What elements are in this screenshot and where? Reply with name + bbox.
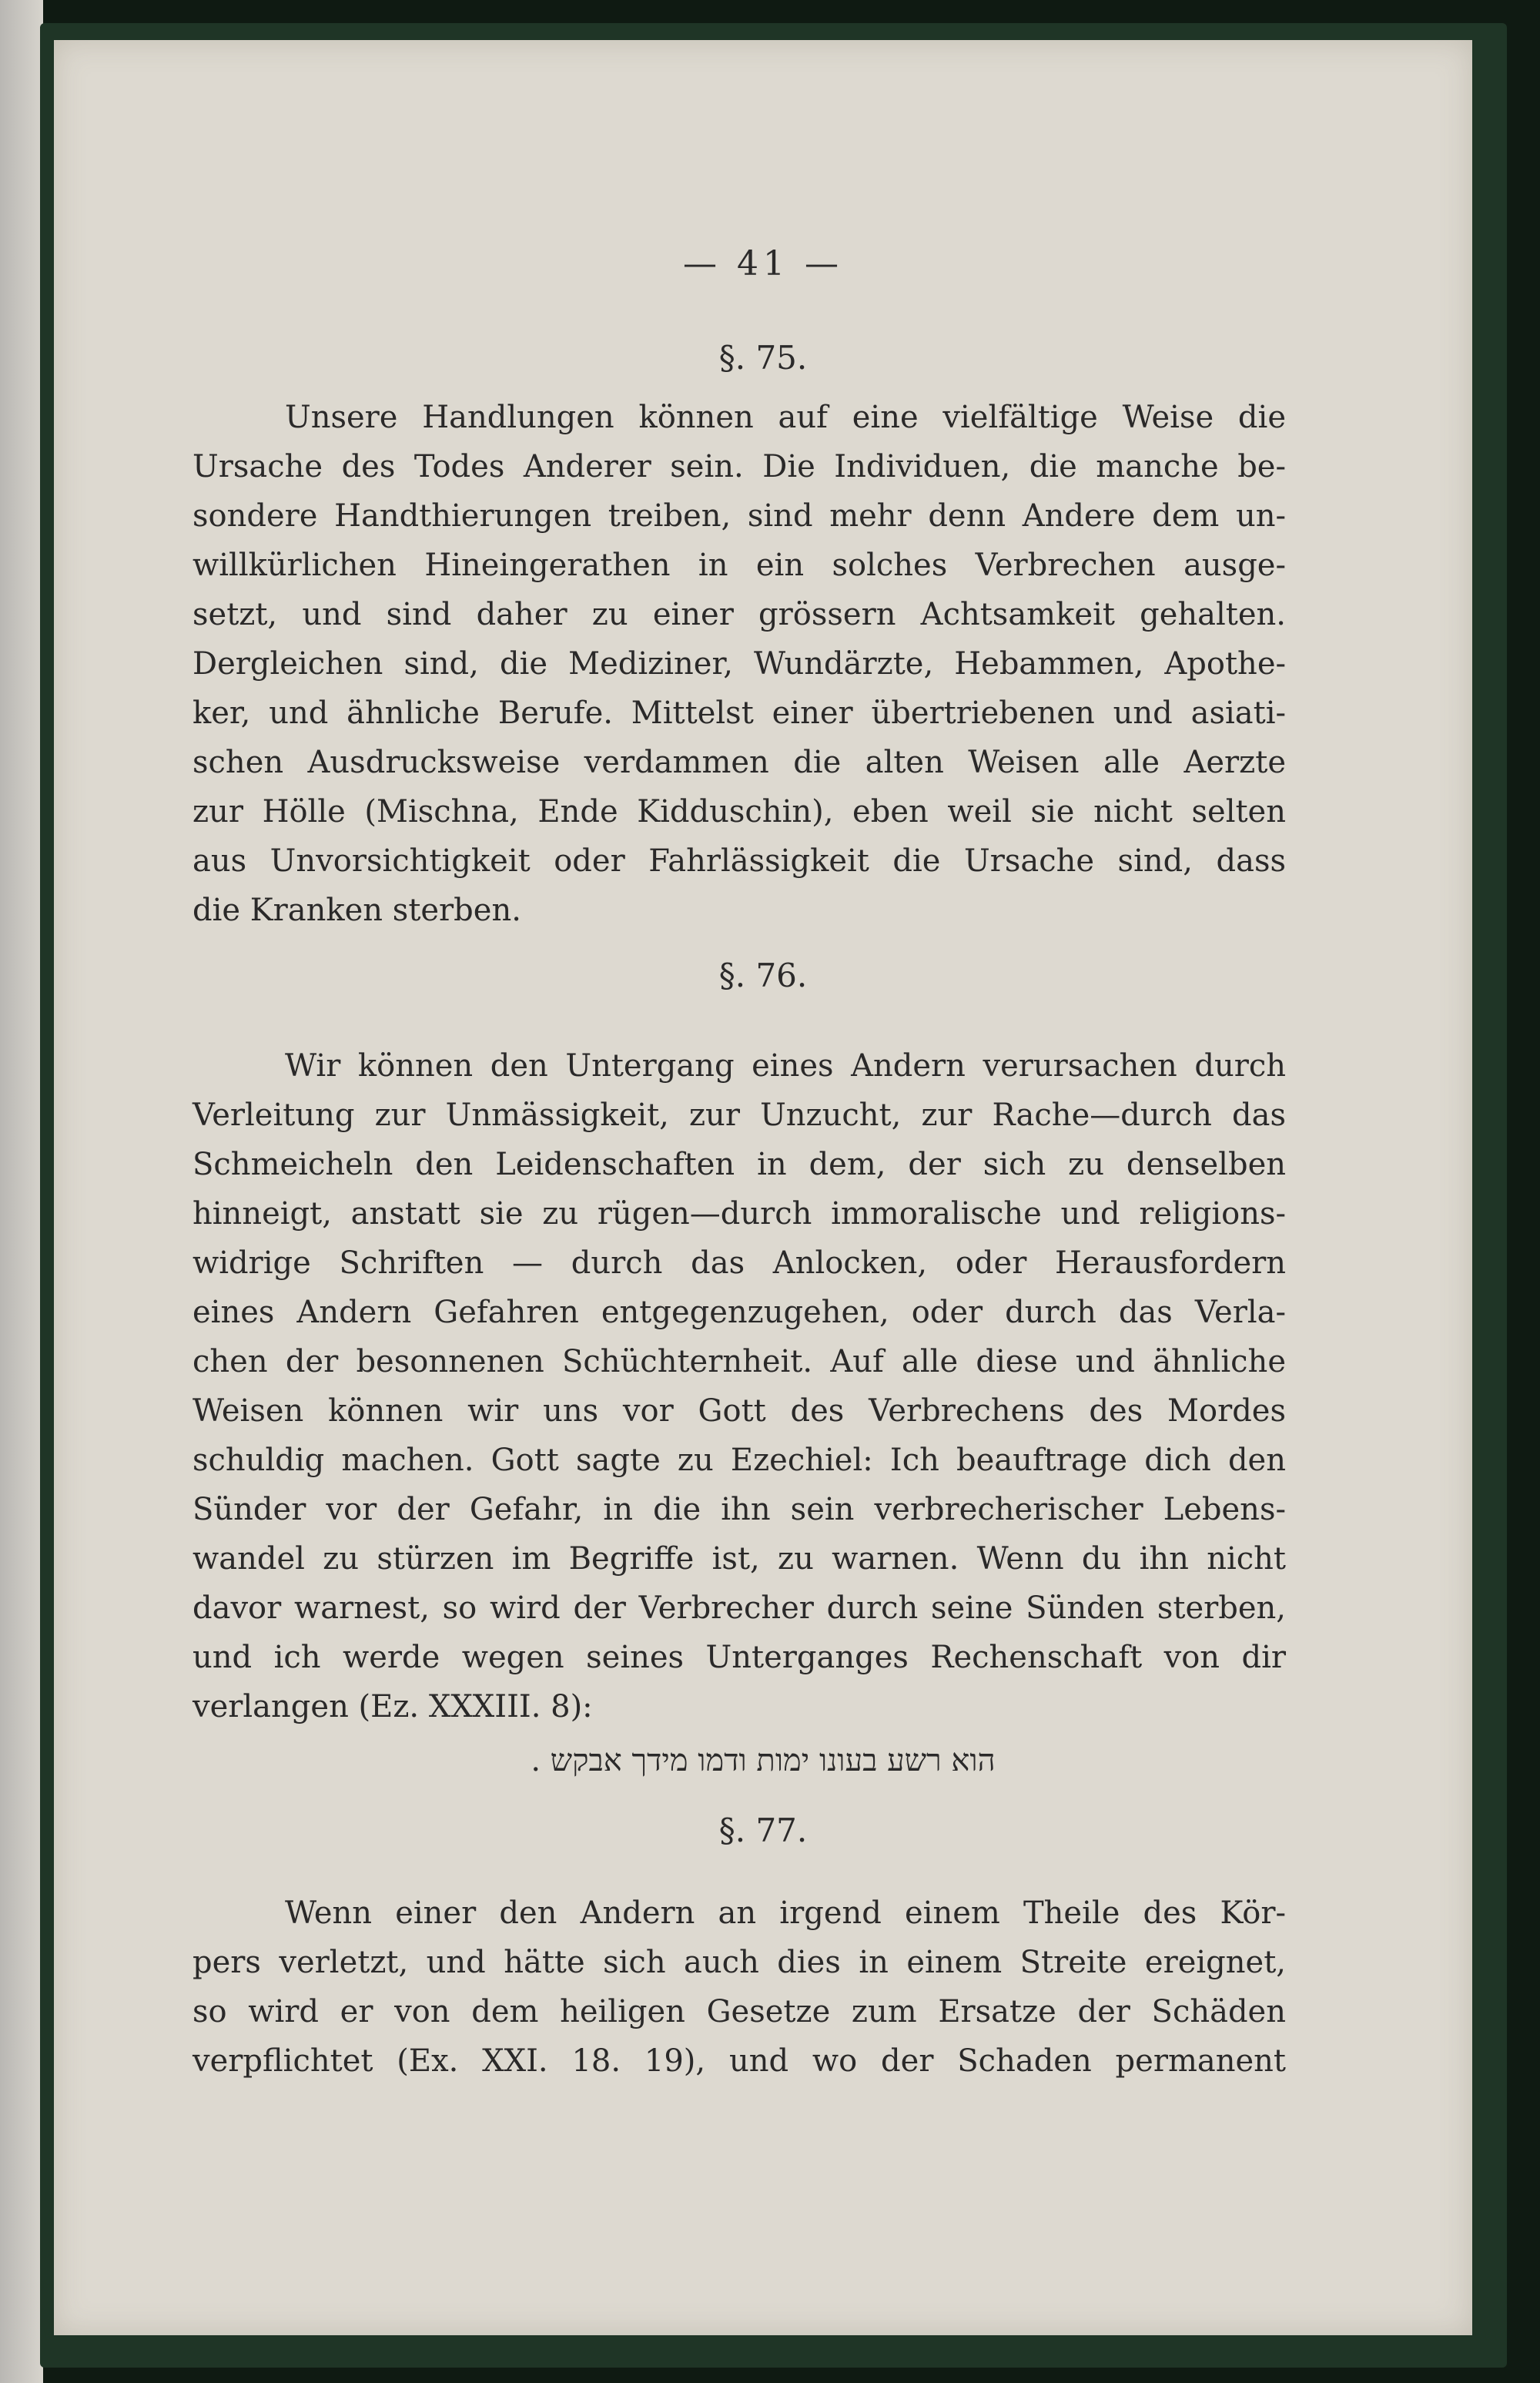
text-line: ker, und ähnliche Berufe. Mittelst einer übertriebenen und asiati- bbox=[192, 695, 1286, 731]
page-number-header: — 41 — bbox=[683, 244, 843, 283]
paragraph-75 bbox=[192, 393, 1286, 935]
text-line: Ursache des Todes Anderer sein. Die Individuen, die manche be- bbox=[192, 449, 1286, 484]
book-page bbox=[54, 40, 1472, 2335]
paragraph-76 bbox=[192, 1041, 1286, 1731]
adjacent-page-edge bbox=[0, 0, 43, 2383]
text-line: Sünder vor der Gefahr, in die ihn sein verbrecherischer Lebens- bbox=[192, 1492, 1286, 1527]
text-line: Wir können den Untergang eines Andern verursachen durch bbox=[285, 1048, 1286, 1084]
text-line: verpflichtet (Ex. XXI. 18. 19), und wo der Schaden permanent bbox=[192, 2043, 1286, 2079]
text-line: die Kranken sterben. bbox=[192, 893, 521, 928]
section-title-77: §. 77. bbox=[718, 1812, 808, 1849]
text-line: Weisen können wir uns vor Gott des Verbrechens des Mordes bbox=[192, 1393, 1286, 1429]
text-line: so wird er von dem heiligen Gesetze zum Ersatze der Schäden bbox=[192, 1994, 1286, 2029]
text-line: aus Unvorsichtigkeit oder Fahrlässigkeit die Ursache sind, dass bbox=[192, 843, 1286, 879]
text-line: eines Andern Gefahren entgegenzugehen, oder durch das Verla- bbox=[192, 1295, 1286, 1330]
text-line: davor warnest, so wird der Verbrecher durch seine Sünden sterben, bbox=[192, 1590, 1286, 1626]
text-line: verlangen (Ez. XXXIII. 8): bbox=[192, 1689, 593, 1724]
text-line: setzt, und sind daher zu einer grössern Achtsamkeit gehalten. bbox=[192, 597, 1286, 632]
text-line: zur Hölle (Mischna, Ende Kidduschin), eben weil sie nicht selten bbox=[192, 794, 1286, 830]
text-line: sondere Handthierungen treiben, sind mehr denn Andere dem un- bbox=[192, 498, 1286, 534]
text-line: hinneigt, anstatt sie zu rügen—durch immoralische und religions- bbox=[192, 1196, 1286, 1232]
text-line: pers verletzt, und hätte sich auch dies in einem Streite ereignet, bbox=[192, 1945, 1286, 1980]
hebrew-quote: הוא רשע בעונו ימות ודמו מידך אבקש . bbox=[531, 1743, 996, 1778]
paragraph-77 bbox=[192, 1889, 1286, 2086]
text-line: schen Ausdrucksweise verdammen die alten Weisen alle Aerzte bbox=[192, 745, 1286, 780]
text-line: Schmeicheln den Leidenschaften in dem, der sich zu denselben bbox=[192, 1147, 1286, 1182]
text-line: wandel zu stürzen im Begriffe ist, zu warnen. Wenn du ihn nicht bbox=[192, 1541, 1286, 1577]
text-line: chen der besonnenen Schüchternheit. Auf alle diese und ähnliche bbox=[192, 1344, 1286, 1379]
text-line: Unsere Handlungen können auf eine vielfältige Weise die bbox=[285, 400, 1286, 435]
text-line: und ich werde wegen seines Unterganges Rechenschaft von dir bbox=[192, 1640, 1286, 1675]
section-title-75: §. 75. bbox=[718, 339, 808, 377]
text-line: Wenn einer den Andern an irgend einem Theile des Kör- bbox=[285, 1895, 1286, 1931]
text-line: schuldig machen. Gott sagte zu Ezechiel: Ich beauftrage dich den bbox=[192, 1443, 1286, 1478]
text-line: willkürlichen Hineingerathen in ein solches Verbrechen ausge- bbox=[192, 548, 1286, 583]
text-line: Verleitung zur Unmässigkeit, zur Unzucht, zur Rache—durch das bbox=[192, 1098, 1286, 1133]
text-line: widrige Schriften — durch das Anlocken, oder Herausfordern bbox=[192, 1245, 1286, 1281]
text-line: Dergleichen sind, die Mediziner, Wundärzte, Hebammen, Apothe- bbox=[192, 646, 1286, 682]
section-title-76: §. 76. bbox=[718, 957, 808, 994]
